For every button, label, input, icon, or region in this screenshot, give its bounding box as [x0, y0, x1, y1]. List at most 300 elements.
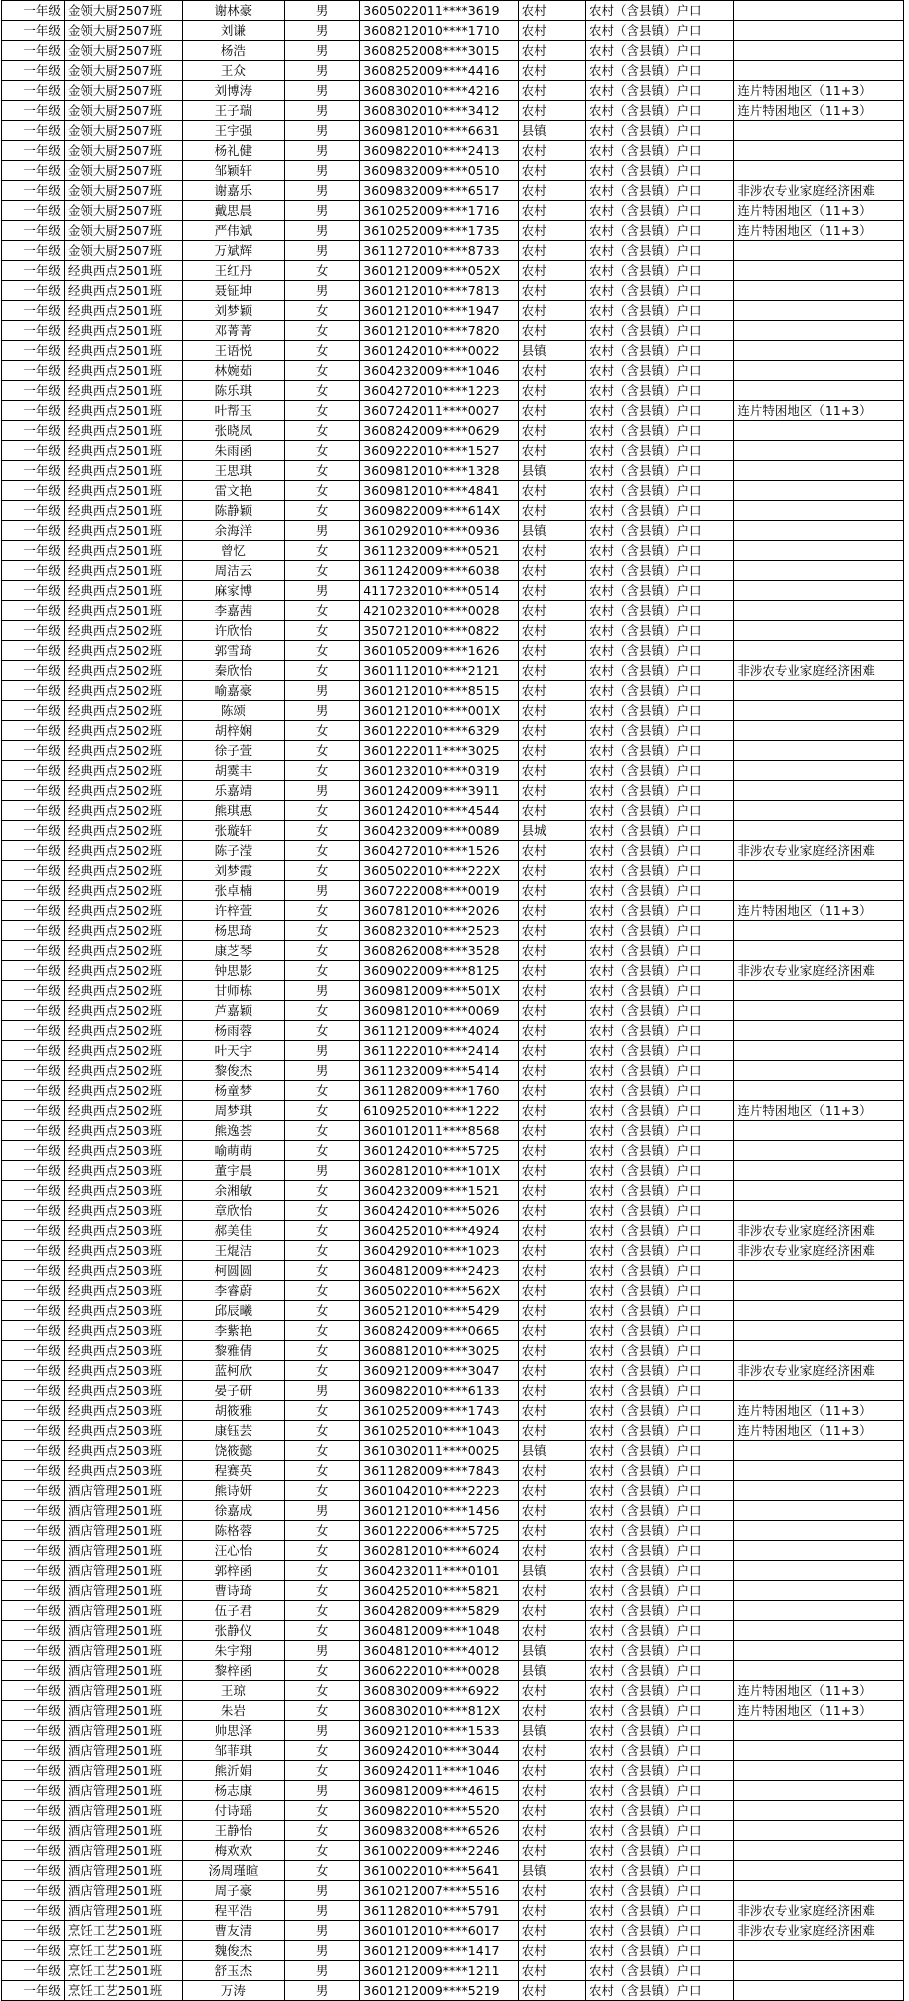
gender-cell: 男: [285, 781, 360, 801]
subsidy-cell: [734, 1481, 904, 1501]
subsidy-cell: [734, 261, 904, 281]
hukou-cell: 农村（含县镇）户口: [586, 441, 734, 461]
gender-cell: 女: [285, 801, 360, 821]
gender-cell: 女: [285, 461, 360, 481]
hukou-cell: 农村（含县镇）户口: [586, 761, 734, 781]
gender-cell: 女: [285, 1601, 360, 1621]
hukou-cell: 农村（含县镇）户口: [586, 561, 734, 581]
area-cell: 农村: [518, 761, 585, 781]
hukou-cell: 农村（含县镇）户口: [586, 901, 734, 921]
id-cell: 3604812010****4012: [360, 1641, 518, 1661]
name-cell: 曾忆: [182, 541, 284, 561]
class-cell: 酒店管理2501班: [64, 1861, 182, 1881]
hukou-cell: 农村（含县镇）户口: [586, 461, 734, 481]
name-cell: 徐嘉成: [182, 1501, 284, 1521]
table-row: [2, 1761, 904, 1781]
name-cell: 朱雨函: [182, 441, 284, 461]
name-cell: 周子豪: [182, 1881, 284, 1901]
id-cell: 3609822010****6133: [360, 1381, 518, 1401]
table-row: [2, 1841, 904, 1861]
area-cell: 农村: [518, 1841, 585, 1861]
table-row: [2, 1301, 904, 1321]
subsidy-cell: [734, 41, 904, 61]
grade-cell: 一年级: [2, 21, 65, 41]
table-row: [2, 1121, 904, 1141]
gender-cell: 女: [285, 961, 360, 981]
area-cell: 农村: [518, 1301, 585, 1321]
name-cell: 王思琪: [182, 461, 284, 481]
hukou-cell: 农村（含县镇）户口: [586, 1801, 734, 1821]
table-row: [2, 301, 904, 321]
table-row: [2, 1081, 904, 1101]
table-row: [2, 541, 904, 561]
table-row: [2, 441, 904, 461]
area-cell: 农村: [518, 1021, 585, 1041]
hukou-cell: 农村（含县镇）户口: [586, 1761, 734, 1781]
gender-cell: 男: [285, 1161, 360, 1181]
name-cell: 王子瑞: [182, 101, 284, 121]
name-cell: 戴思晨: [182, 201, 284, 221]
table-row: [2, 1801, 904, 1821]
subsidy-cell: [734, 821, 904, 841]
class-cell: 经典西点2503班: [64, 1381, 182, 1401]
area-cell: 农村: [518, 1421, 585, 1441]
class-cell: 经典西点2502班: [64, 981, 182, 1001]
hukou-cell: 农村（含县镇）户口: [586, 1061, 734, 1081]
gender-cell: 女: [285, 361, 360, 381]
id-cell: 3609812010****0069: [360, 1001, 518, 1021]
name-cell: 王众: [182, 61, 284, 81]
id-cell: 3601212009****1417: [360, 1941, 518, 1961]
class-cell: 经典西点2502班: [64, 761, 182, 781]
id-cell: 3507212010****0822: [360, 621, 518, 641]
area-cell: 农村: [518, 661, 585, 681]
id-cell: 3609822010****5520: [360, 1801, 518, 1821]
gender-cell: 男: [285, 161, 360, 181]
table-row: [2, 741, 904, 761]
grade-cell: 一年级: [2, 861, 65, 881]
grade-cell: 一年级: [2, 441, 65, 461]
name-cell: 郭梓函: [182, 1561, 284, 1581]
name-cell: 康钰芸: [182, 1421, 284, 1441]
hukou-cell: 农村（含县镇）户口: [586, 1081, 734, 1101]
name-cell: 谢林豪: [182, 1, 284, 21]
class-cell: 酒店管理2501班: [64, 1521, 182, 1541]
hukou-cell: 农村（含县镇）户口: [586, 161, 734, 181]
hukou-cell: 农村（含县镇）户口: [586, 1361, 734, 1381]
grade-cell: 一年级: [2, 181, 65, 201]
table-row: [2, 1261, 904, 1281]
class-cell: 经典西点2502班: [64, 741, 182, 761]
name-cell: 杨雨蓉: [182, 1021, 284, 1041]
name-cell: 麻家博: [182, 581, 284, 601]
hukou-cell: 农村（含县镇）户口: [586, 341, 734, 361]
subsidy-cell: [734, 1141, 904, 1161]
area-cell: 农村: [518, 1701, 585, 1721]
hukou-cell: 农村（含县镇）户口: [586, 861, 734, 881]
class-cell: 酒店管理2501班: [64, 1601, 182, 1621]
table-row: [2, 1361, 904, 1381]
grade-cell: 一年级: [2, 701, 65, 721]
area-cell: 农村: [518, 401, 585, 421]
gender-cell: 男: [285, 881, 360, 901]
class-cell: 经典西点2502班: [64, 1081, 182, 1101]
hukou-cell: 农村（含县镇）户口: [586, 1161, 734, 1181]
gender-cell: 女: [285, 1821, 360, 1841]
area-cell: 农村: [518, 161, 585, 181]
name-cell: 董宇晨: [182, 1161, 284, 1181]
name-cell: 王语悦: [182, 341, 284, 361]
hukou-cell: 农村（含县镇）户口: [586, 641, 734, 661]
class-cell: 金领大厨2507班: [64, 21, 182, 41]
area-cell: 农村: [518, 1081, 585, 1101]
name-cell: 王红丹: [182, 261, 284, 281]
id-cell: 3607242011****0027: [360, 401, 518, 421]
name-cell: 帅思泽: [182, 1721, 284, 1741]
table-row: [2, 621, 904, 641]
table-row: [2, 1201, 904, 1221]
hukou-cell: 农村（含县镇）户口: [586, 941, 734, 961]
subsidy-cell: [734, 1821, 904, 1841]
area-cell: 农村: [518, 1141, 585, 1161]
table-row: [2, 181, 904, 201]
id-cell: 3611282009****7843: [360, 1461, 518, 1481]
area-cell: 农村: [518, 361, 585, 381]
grade-cell: 一年级: [2, 301, 65, 321]
id-cell: 3607222008****0019: [360, 881, 518, 901]
name-cell: 朱岩: [182, 1701, 284, 1721]
subsidy-cell: 非涉农专业家庭经济困难: [734, 1241, 904, 1261]
name-cell: 雷文艳: [182, 481, 284, 501]
id-cell: 3608302010****812X: [360, 1701, 518, 1721]
name-cell: 王静怡: [182, 1821, 284, 1841]
class-cell: 经典西点2501班: [64, 541, 182, 561]
area-cell: 农村: [518, 61, 585, 81]
table-row: [2, 1341, 904, 1361]
name-cell: 杨童梦: [182, 1081, 284, 1101]
gender-cell: 男: [285, 1981, 360, 2001]
grade-cell: 一年级: [2, 1241, 65, 1261]
gender-cell: 女: [285, 401, 360, 421]
grade-cell: 一年级: [2, 761, 65, 781]
area-cell: 农村: [518, 1001, 585, 1021]
name-cell: 邱辰曦: [182, 1301, 284, 1321]
class-cell: 酒店管理2501班: [64, 1901, 182, 1921]
hukou-cell: 农村（含县镇）户口: [586, 1601, 734, 1621]
area-cell: 农村: [518, 901, 585, 921]
name-cell: 杨浩: [182, 41, 284, 61]
subsidy-cell: [734, 741, 904, 761]
id-cell: 3604812009****1048: [360, 1621, 518, 1641]
grade-cell: 一年级: [2, 261, 65, 281]
grade-cell: 一年级: [2, 221, 65, 241]
area-cell: 农村: [518, 1541, 585, 1561]
hukou-cell: 农村（含县镇）户口: [586, 1921, 734, 1941]
hukou-cell: 农村（含县镇）户口: [586, 1821, 734, 1841]
subsidy-cell: [734, 601, 904, 621]
name-cell: 严伟斌: [182, 221, 284, 241]
name-cell: 聂钲坤: [182, 281, 284, 301]
gender-cell: 女: [285, 1801, 360, 1821]
subsidy-cell: [734, 1201, 904, 1221]
grade-cell: 一年级: [2, 281, 65, 301]
grade-cell: 一年级: [2, 1361, 65, 1381]
class-cell: 经典西点2501班: [64, 521, 182, 541]
class-cell: 经典西点2502班: [64, 1041, 182, 1061]
area-cell: 农村: [518, 41, 585, 61]
table-row: [2, 641, 904, 661]
id-cell: 3604232009****1046: [360, 361, 518, 381]
name-cell: 余海洋: [182, 521, 284, 541]
gender-cell: 女: [285, 1621, 360, 1641]
gender-cell: 女: [285, 1461, 360, 1481]
gender-cell: 女: [285, 481, 360, 501]
class-cell: 经典西点2501班: [64, 601, 182, 621]
subsidy-cell: [734, 281, 904, 301]
class-cell: 经典西点2503班: [64, 1421, 182, 1441]
grade-cell: 一年级: [2, 721, 65, 741]
grade-cell: 一年级: [2, 1081, 65, 1101]
hukou-cell: 农村（含县镇）户口: [586, 1101, 734, 1121]
table-row: [2, 1421, 904, 1441]
grade-cell: 一年级: [2, 1101, 65, 1121]
table-row: [2, 1521, 904, 1541]
table-row: [2, 701, 904, 721]
id-cell: 3605022011****3619: [360, 1, 518, 21]
table-row: [2, 561, 904, 581]
hukou-cell: 农村（含县镇）户口: [586, 1681, 734, 1701]
name-cell: 谢嘉乐: [182, 181, 284, 201]
grade-cell: 一年级: [2, 121, 65, 141]
class-cell: 经典西点2501班: [64, 501, 182, 521]
gender-cell: 男: [285, 241, 360, 261]
table-row: [2, 261, 904, 281]
class-cell: 酒店管理2501班: [64, 1661, 182, 1681]
gender-cell: 女: [285, 1441, 360, 1461]
area-cell: 县镇: [518, 1861, 585, 1881]
class-cell: 酒店管理2501班: [64, 1621, 182, 1641]
subsidy-cell: [734, 361, 904, 381]
grade-cell: 一年级: [2, 141, 65, 161]
table-row: [2, 1581, 904, 1601]
table-row: [2, 201, 904, 221]
grade-cell: 一年级: [2, 1141, 65, 1161]
table-row: [2, 901, 904, 921]
class-cell: 酒店管理2501班: [64, 1701, 182, 1721]
id-cell: 3605022010****562X: [360, 1281, 518, 1301]
table-row: [2, 1101, 904, 1121]
subsidy-cell: [734, 1321, 904, 1341]
area-cell: 农村: [518, 1361, 585, 1381]
id-cell: 3601242010****0022: [360, 341, 518, 361]
id-cell: 3609822010****2413: [360, 141, 518, 161]
subsidy-cell: [734, 1641, 904, 1661]
grade-cell: 一年级: [2, 1661, 65, 1681]
subsidy-cell: [734, 641, 904, 661]
class-cell: 酒店管理2501班: [64, 1541, 182, 1561]
name-cell: 周洁云: [182, 561, 284, 581]
name-cell: 张璇轩: [182, 821, 284, 841]
hukou-cell: 农村（含县镇）户口: [586, 1381, 734, 1401]
subsidy-cell: [734, 501, 904, 521]
table-row: [2, 1041, 904, 1061]
subsidy-cell: [734, 1181, 904, 1201]
hukou-cell: 农村（含县镇）户口: [586, 1441, 734, 1461]
hukou-cell: 农村（含县镇）户口: [586, 301, 734, 321]
table-row: [2, 1881, 904, 1901]
name-cell: 余湘敏: [182, 1181, 284, 1201]
grade-cell: 一年级: [2, 1701, 65, 1721]
class-cell: 经典西点2501班: [64, 441, 182, 461]
grade-cell: 一年级: [2, 1781, 65, 1801]
class-cell: 经典西点2503班: [64, 1161, 182, 1181]
hukou-cell: 农村（含县镇）户口: [586, 121, 734, 141]
table-row: [2, 1561, 904, 1581]
name-cell: 晏子研: [182, 1381, 284, 1401]
gender-cell: 女: [285, 1701, 360, 1721]
subsidy-cell: [734, 1801, 904, 1821]
id-cell: 3609242011****1046: [360, 1761, 518, 1781]
name-cell: 许梓萱: [182, 901, 284, 921]
subsidy-cell: [734, 1001, 904, 1021]
name-cell: 刘梦颖: [182, 301, 284, 321]
subsidy-cell: [734, 1461, 904, 1481]
subsidy-cell: 非涉农专业家庭经济困难: [734, 181, 904, 201]
hukou-cell: 农村（含县镇）户口: [586, 221, 734, 241]
id-cell: 3601242010****5725: [360, 1141, 518, 1161]
subsidy-cell: [734, 421, 904, 441]
name-cell: 熊逸荟: [182, 1121, 284, 1141]
class-cell: 酒店管理2501班: [64, 1641, 182, 1661]
subsidy-cell: 连片特困地区（11+3）: [734, 1421, 904, 1441]
area-cell: 农村: [518, 1321, 585, 1341]
subsidy-cell: [734, 1081, 904, 1101]
grade-cell: 一年级: [2, 941, 65, 961]
table-row: [2, 1381, 904, 1401]
id-cell: 3602812010****101X: [360, 1161, 518, 1181]
class-cell: 经典西点2503班: [64, 1261, 182, 1281]
grade-cell: 一年级: [2, 921, 65, 941]
name-cell: 秦欣怡: [182, 661, 284, 681]
grade-cell: 一年级: [2, 341, 65, 361]
hukou-cell: 农村（含县镇）户口: [586, 1321, 734, 1341]
hukou-cell: 农村（含县镇）户口: [586, 1281, 734, 1301]
grade-cell: 一年级: [2, 1681, 65, 1701]
gender-cell: 男: [285, 141, 360, 161]
id-cell: 3601222011****3025: [360, 741, 518, 761]
gender-cell: 男: [285, 1781, 360, 1801]
area-cell: 农村: [518, 681, 585, 701]
id-cell: 3601212010****8515: [360, 681, 518, 701]
subsidy-cell: [734, 1981, 904, 2001]
table-row: [2, 81, 904, 101]
name-cell: 程赛英: [182, 1461, 284, 1481]
name-cell: 黎雅倩: [182, 1341, 284, 1361]
table-row: [2, 1901, 904, 1921]
class-cell: 经典西点2502班: [64, 841, 182, 861]
hukou-cell: 农村（含县镇）户口: [586, 1, 734, 21]
id-cell: 3608302010****3412: [360, 101, 518, 121]
class-cell: 金领大厨2507班: [64, 201, 182, 221]
gender-cell: 女: [285, 761, 360, 781]
area-cell: 农村: [518, 1901, 585, 1921]
table-row: [2, 801, 904, 821]
name-cell: 梅欢欢: [182, 1841, 284, 1861]
hukou-cell: 农村（含县镇）户口: [586, 201, 734, 221]
gender-cell: 女: [285, 1841, 360, 1861]
class-cell: 经典西点2501班: [64, 261, 182, 281]
id-cell: 3609812009****4615: [360, 1781, 518, 1801]
hukou-cell: 农村（含县镇）户口: [586, 1501, 734, 1521]
hukou-cell: 农村（含县镇）户口: [586, 681, 734, 701]
area-cell: 农村: [518, 1161, 585, 1181]
grade-cell: 一年级: [2, 481, 65, 501]
id-cell: 3604292010****1023: [360, 1241, 518, 1261]
name-cell: 章欣怡: [182, 1201, 284, 1221]
id-cell: 3604272010****1223: [360, 381, 518, 401]
id-cell: 3601212009****1211: [360, 1961, 518, 1981]
gender-cell: 女: [285, 941, 360, 961]
grade-cell: 一年级: [2, 541, 65, 561]
class-cell: 经典西点2502班: [64, 921, 182, 941]
class-cell: 酒店管理2501班: [64, 1881, 182, 1901]
grade-cell: 一年级: [2, 1521, 65, 1541]
name-cell: 黎俊杰: [182, 1061, 284, 1081]
subsidy-cell: [734, 1881, 904, 1901]
grade-cell: 一年级: [2, 101, 65, 121]
id-cell: 3608812010****3025: [360, 1341, 518, 1361]
gender-cell: 女: [285, 1361, 360, 1381]
subsidy-cell: [734, 1601, 904, 1621]
id-cell: 3610022010****5641: [360, 1861, 518, 1881]
name-cell: 陈颂: [182, 701, 284, 721]
table-row: [2, 421, 904, 441]
area-cell: 农村: [518, 1621, 585, 1641]
name-cell: 康芝琴: [182, 941, 284, 961]
name-cell: 陈子滢: [182, 841, 284, 861]
class-cell: 经典西点2502班: [64, 861, 182, 881]
gender-cell: 女: [285, 661, 360, 681]
subsidy-cell: [734, 341, 904, 361]
hukou-cell: 农村（含县镇）户口: [586, 1341, 734, 1361]
subsidy-cell: 非涉农专业家庭经济困难: [734, 661, 904, 681]
class-cell: 烹饪工艺2501班: [64, 1921, 182, 1941]
table-row: [2, 921, 904, 941]
grade-cell: 一年级: [2, 401, 65, 421]
class-cell: 金领大厨2507班: [64, 181, 182, 201]
hukou-cell: 农村（含县镇）户口: [586, 801, 734, 821]
id-cell: 3608302010****4216: [360, 81, 518, 101]
table-row: [2, 1181, 904, 1201]
name-cell: 饶筱懿: [182, 1441, 284, 1461]
id-cell: 3601232010****0319: [360, 761, 518, 781]
subsidy-cell: [734, 1501, 904, 1521]
subsidy-cell: [734, 1161, 904, 1181]
area-cell: 农村: [518, 781, 585, 801]
hukou-cell: 农村（含县镇）户口: [586, 721, 734, 741]
name-cell: 魏俊杰: [182, 1941, 284, 1961]
gender-cell: 女: [285, 741, 360, 761]
subsidy-cell: [734, 1121, 904, 1141]
table-row: [2, 681, 904, 701]
class-cell: 金领大厨2507班: [64, 61, 182, 81]
table-row: [2, 101, 904, 121]
gender-cell: 女: [285, 381, 360, 401]
area-cell: 农村: [518, 1581, 585, 1601]
gender-cell: 女: [285, 1101, 360, 1121]
subsidy-cell: 连片特困地区（11+3）: [734, 81, 904, 101]
name-cell: 芦嘉颖: [182, 1001, 284, 1021]
